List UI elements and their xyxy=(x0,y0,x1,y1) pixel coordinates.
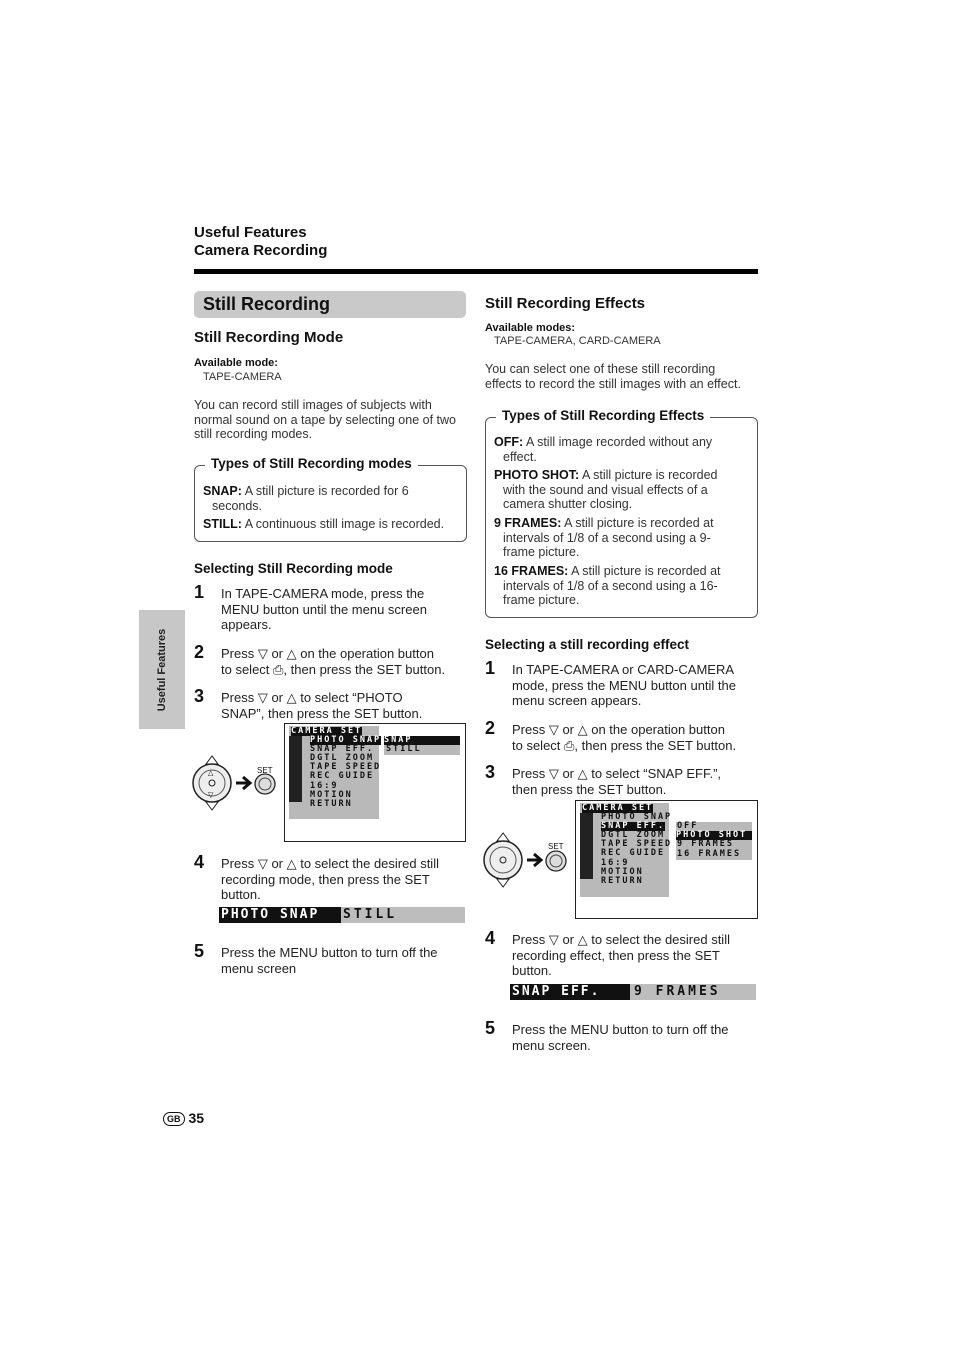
set-button-label: SET xyxy=(548,842,564,851)
right-available-value: TAPE-CAMERA, CARD-CAMERA xyxy=(494,335,661,347)
menu-item: RETURN xyxy=(601,876,644,886)
right-subsection-title: Still Recording Effects xyxy=(485,295,646,312)
section-title-bar xyxy=(194,291,466,318)
right-step-number: 2 xyxy=(485,718,496,738)
left-step-number: 4 xyxy=(194,852,205,872)
menu-item: PHOTO SNAP xyxy=(601,812,673,822)
left-box-item: SNAP: A still picture is recorded for 6 seconds. xyxy=(203,484,409,513)
operation-button-illustration xyxy=(481,827,571,893)
menu-item: TAPE SPEED xyxy=(601,839,673,849)
left-box-title: Types of Still Recording modes xyxy=(205,456,418,471)
display-value: 9 FRAMES xyxy=(634,984,721,999)
side-tab xyxy=(139,610,185,729)
menu-title: CAMERA SET xyxy=(291,726,363,736)
menu-item: MOTION xyxy=(310,790,353,800)
display-item: SNAP EFF. xyxy=(510,984,630,1000)
left-step-text: Press ▽ or △ on the operation button to select ⎙, then press the SET button. xyxy=(221,646,446,677)
menu-item: MOTION xyxy=(601,867,644,877)
display-value: STILL xyxy=(343,907,398,922)
left-intro: You can record still images of subjects with normal sound on a tape by selecting one of two still recording modes. xyxy=(194,398,456,441)
left-step-number: 5 xyxy=(194,941,205,961)
menu-item: TAPE SPEED xyxy=(310,762,382,772)
left-box-item: STILL: A continuous still image is recorded. xyxy=(203,517,445,531)
right-step-number: 5 xyxy=(485,1018,496,1038)
left-step-text: Press the MENU button to turn off the menu screen xyxy=(221,945,438,976)
menu-item: SNAP EFF. xyxy=(310,744,375,754)
right-procedure-title: Selecting a still recording effect xyxy=(485,637,690,652)
right-intro: You can select one of these still recording effects to record the still images with an effect. xyxy=(485,362,741,391)
menu-title: CAMERA SET xyxy=(582,803,654,813)
menu-icon-strip xyxy=(580,813,593,879)
left-onscreen-display xyxy=(219,907,465,923)
page-number xyxy=(163,1110,204,1126)
right-box-item: PHOTO SHOT: A still picture is recorded with the sound and visual effects of a camera shutter closing. xyxy=(494,468,718,511)
menu-option: SNAP xyxy=(384,736,460,745)
menu-icon-strip xyxy=(289,736,302,802)
section-title: Still Recording xyxy=(203,294,331,314)
right-box-item: OFF: A still image recorded without any effect. xyxy=(494,435,713,464)
right-box-item: 16 FRAMES: A still picture is recorded at intervals of 1/8 of a second using a 16- frame picture. xyxy=(494,564,721,607)
set-button-label: SET xyxy=(257,766,273,775)
menu-item: REC GUIDE xyxy=(310,771,375,781)
menu-item: DGTL ZOOM xyxy=(310,753,375,763)
menu-option: STILL xyxy=(386,744,422,754)
display-item: PHOTO SNAP xyxy=(219,907,341,923)
operation-button-illustration xyxy=(190,750,280,816)
left-available-value: TAPE-CAMERA xyxy=(203,371,282,383)
left-step-text: In TAPE-CAMERA mode, press the MENU button until the menu screen appears. xyxy=(221,586,427,632)
right-menu-screen xyxy=(575,800,758,919)
right-available-label: Available modes: xyxy=(485,322,576,334)
left-types-box xyxy=(194,456,467,542)
left-available-label: Available mode: xyxy=(194,357,278,369)
left-subsection-title: Still Recording Mode xyxy=(194,329,344,346)
right-step-number: 3 xyxy=(485,762,496,782)
menu-option: OFF xyxy=(677,821,699,831)
left-menu-screen xyxy=(284,723,466,842)
right-onscreen-display xyxy=(510,984,756,1000)
right-step-text: Press ▽ or △ on the operation button to select ⎙, then press the SET button. xyxy=(512,722,737,753)
right-box-title: Types of Still Recording Effects xyxy=(496,408,710,423)
menu-option: 9 FRAMES xyxy=(677,839,734,849)
menu-item: DGTL ZOOM xyxy=(601,830,666,840)
left-step-number: 1 xyxy=(194,582,205,602)
menu-item: 16:9 xyxy=(601,858,630,868)
right-box-item: 9 FRAMES: A still picture is recorded at intervals of 1/8 of a second using a 9- frame picture. xyxy=(494,516,714,559)
menu-item: PHOTO SNAP xyxy=(310,735,382,745)
header-title: Useful Features xyxy=(194,224,307,241)
region-badge: GB xyxy=(163,1112,185,1126)
svg-text:△: △ xyxy=(208,770,214,777)
left-step-number: 3 xyxy=(194,686,205,706)
left-step-text: Press ▽ or △ to select “PHOTO SNAP”, then press the SET button. xyxy=(221,690,423,721)
right-step-number: 4 xyxy=(485,928,496,948)
svg-text:▽: ▽ xyxy=(208,792,214,799)
menu-option: 16 FRAMES xyxy=(677,849,742,859)
left-procedure-title: Selecting Still Recording mode xyxy=(194,561,393,576)
right-step-number: 1 xyxy=(485,658,496,678)
left-step-number: 2 xyxy=(194,642,205,662)
right-step-text: Press ▽ or △ to select “SNAP EFF.”, then press the SET button. xyxy=(512,766,722,797)
menu-option: PHOTO SHOT xyxy=(676,831,752,840)
menu-item: REC GUIDE xyxy=(601,848,666,858)
right-step-text: In TAPE-CAMERA or CARD-CAMERA mode, press the MENU button until the menu screen appears. xyxy=(512,662,737,708)
header-rule xyxy=(194,269,758,274)
side-tab-label: Useful Features xyxy=(156,628,168,711)
right-types-box xyxy=(485,408,758,618)
page-number-value: 35 xyxy=(188,1110,205,1126)
left-step-text: Press ▽ or △ to select the desired still recording mode, then press the SET button. xyxy=(221,856,439,902)
right-step-text: Press the MENU button to turn off the menu screen. xyxy=(512,1022,729,1053)
header-subtitle: Camera Recording xyxy=(194,242,328,259)
menu-item: SNAP EFF. xyxy=(601,821,666,831)
menu-item: 16:9 xyxy=(310,781,339,791)
menu-item: RETURN xyxy=(310,799,353,809)
right-step-text: Press ▽ or △ to select the desired still recording effect, then press the SET button. xyxy=(512,932,730,978)
